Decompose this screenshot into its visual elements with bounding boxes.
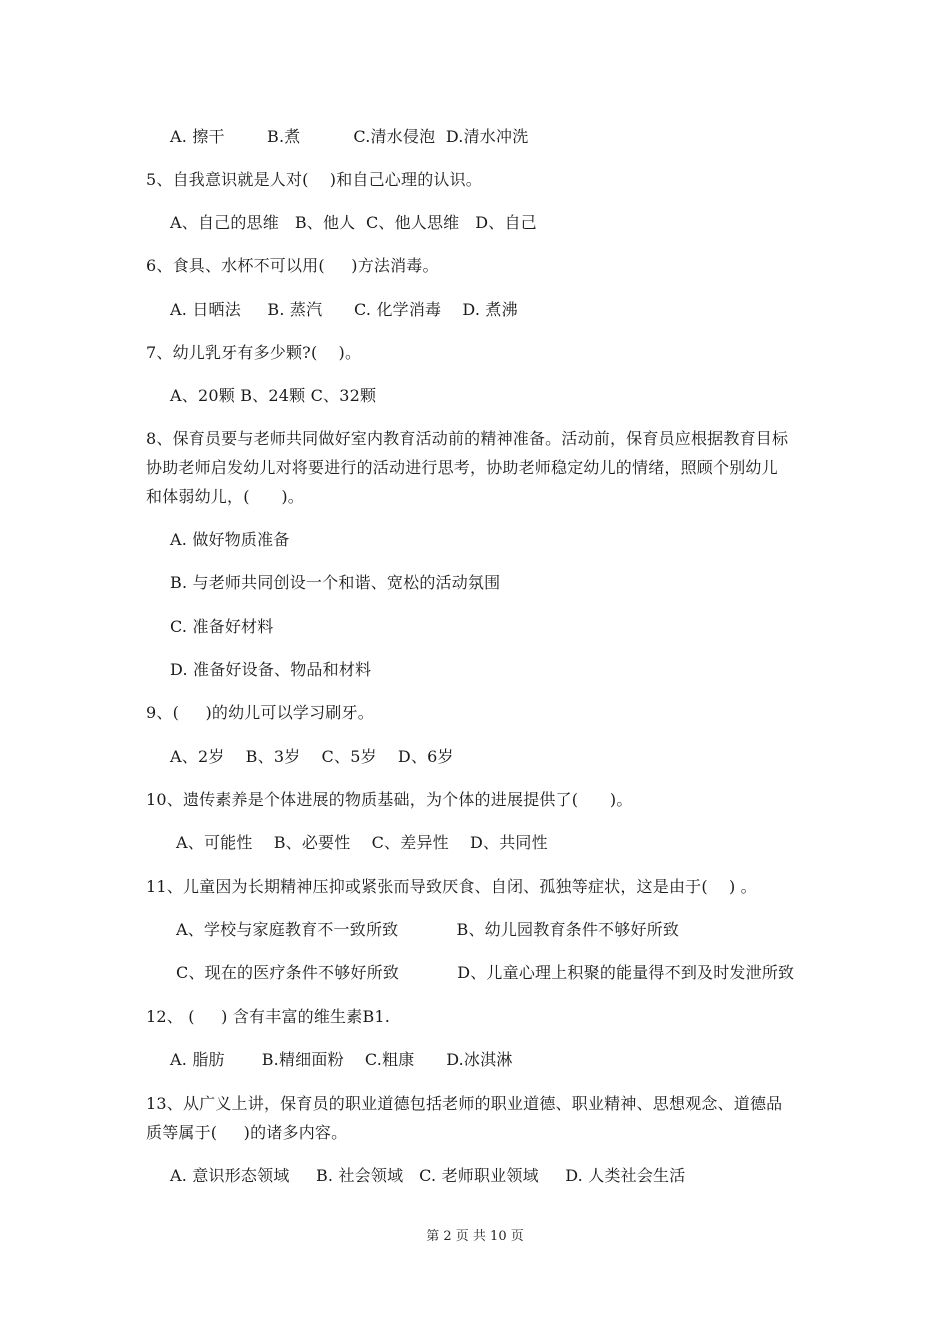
page-footer: 第 2 页 共 10 页 (426, 1229, 524, 1244)
question-8-line-2: 协助老师启发幼儿对将要进行的活动进行思考，协助老师稳定幼儿的情绪，照顾个别幼儿 (146, 458, 778, 477)
question-6: 6、食具、水杯不可以用( )方法消毒。 (146, 256, 439, 275)
question-13-line-2: 质等属于( )的诸多内容。 (146, 1123, 348, 1142)
q13-options: A. 意识形态领域 B. 社会领域 C. 老师职业领域 D. 人类社会生活 (170, 1166, 686, 1185)
question-13-line-1: 13、从广义上讲，保育员的职业道德包括老师的职业道德、职业精神、思想观念、道德品 (146, 1094, 783, 1113)
question-5: 5、自我意识就是人对( )和自己心理的认识。 (146, 170, 483, 189)
q9-options: A、2岁 B、3岁 C、5岁 D、6岁 (170, 747, 454, 766)
question-11: 11、儿童因为长期精神压抑或紧张而导致厌食、自闭、孤独等症状，这是由于( ) 。 (146, 877, 757, 896)
q8-option-a: A. 做好物质准备 (170, 530, 290, 549)
question-12: 12、 ( ) 含有丰富的维生素B1. (146, 1007, 391, 1026)
q7-options: A、20颗 B、24颗 C、32颗 (170, 386, 377, 405)
q11-options-row-1: A、学校与家庭教育不一致所致 B、幼儿园教育条件不够好所致 (176, 920, 680, 939)
q12-options: A. 脂肪 B.精细面粉 C.粗康 D.冰淇淋 (170, 1050, 513, 1069)
q4-options: A. 擦干 B.煮 C.清水侵泡 D.清水冲洗 (170, 127, 529, 146)
question-8-line-3: 和体弱幼儿，( )。 (146, 487, 305, 506)
question-8-line-1: 8、保育员要与老师共同做好室内教育活动前的精神准备。活动前，保育员应根据教育目标 (146, 429, 789, 448)
q6-options: A. 日晒法 B. 蒸汽 C. 化学消毒 D. 煮沸 (170, 300, 518, 319)
q10-options: A、可能性 B、必要性 C、差异性 D、共同性 (176, 833, 548, 852)
question-7: 7、幼儿乳牙有多少颗?( )。 (146, 343, 362, 362)
q8-option-b: B. 与老师共同创设一个和谐、宽松的活动氛围 (170, 573, 501, 592)
question-9: 9、( )的幼儿可以学习刷牙。 (146, 703, 374, 722)
question-10: 10、遗传素养是个体进展的物质基础，为个体的进展提供了( )。 (146, 790, 633, 809)
q11-options-row-2: C、现在的医疗条件不够好所致 D、儿童心理上积聚的能量得不到及时发泄所致 (176, 963, 795, 982)
q8-option-d: D. 准备好设备、物品和材料 (170, 660, 372, 679)
q8-option-c: C. 准备好材料 (170, 617, 274, 636)
q5-options: A、自己的思维 B、他人 C、他人思维 D、自己 (170, 213, 537, 232)
